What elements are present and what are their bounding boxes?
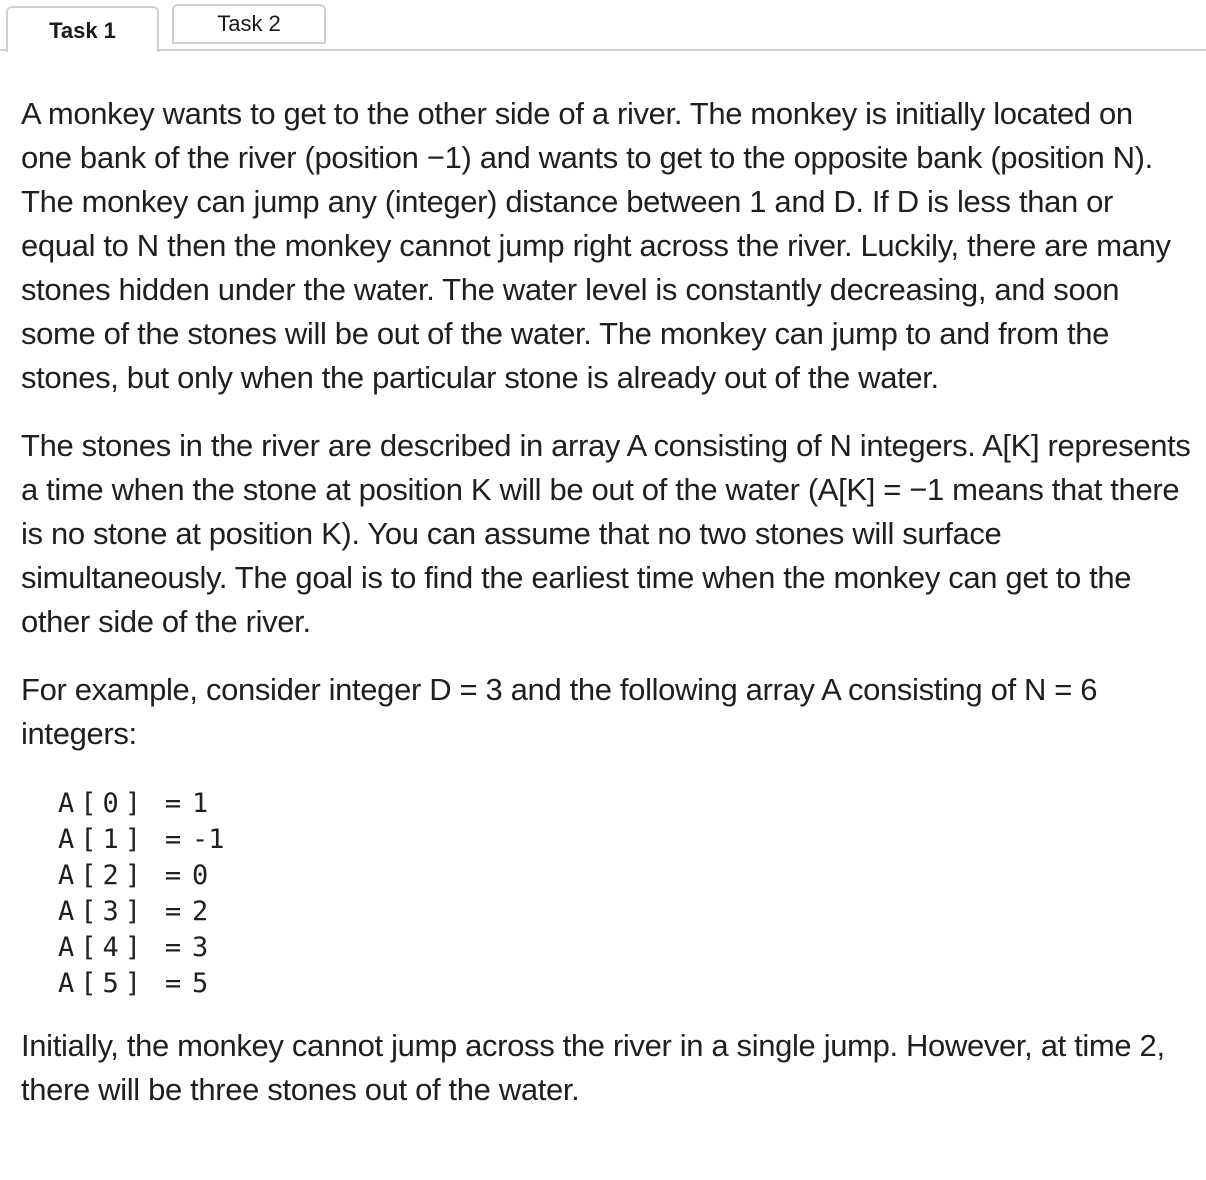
tab-task-1[interactable]: Task 1 <box>6 6 159 52</box>
code-value: -1 <box>192 824 225 855</box>
task-description <box>21 92 1191 1112</box>
tab-bar <box>0 0 1206 52</box>
code-equals: = <box>164 860 182 891</box>
example-array-code <box>58 786 1191 1002</box>
code-equals: = <box>164 788 182 819</box>
problem-paragraph-stones: The stones in the river are described in array A consisting of N integers. A[K] represents a time when the stone at position K will be out of the water (A[K] = −1 means that there is no stone at position K). You can assume that no two stones will surface simultaneously. The goal is to find the earliest time when the monkey can get to the other side of the river. <box>21 428 1191 639</box>
code-value: 5 <box>192 968 209 999</box>
code-array-element: A[1] <box>58 824 148 855</box>
problem-paragraph-intro: A monkey wants to get to the other side of a river. The monkey is initially located on one bank of the river (position −1) and wants to get to the opposite bank (position N). The monkey can jump any (integer) distance between 1 and D. If D is less than or equal to N then the monkey cannot jump right across the river. Luckily, there are many stones hidden under the water. The water level is constantly decreasing, and soon some of the stones will be out of the water. The monkey can jump to and from the stones, but only when the particular stone is already out of the water. <box>21 96 1171 395</box>
code-value: 1 <box>192 788 209 819</box>
code-array-element: A[5] <box>58 968 148 999</box>
code-line <box>58 858 1191 894</box>
code-line <box>58 966 1191 1002</box>
code-line <box>58 930 1191 966</box>
code-equals: = <box>164 932 182 963</box>
code-line <box>58 822 1191 858</box>
code-array-element: A[4] <box>58 932 148 963</box>
code-value: 2 <box>192 896 209 927</box>
code-array-element: A[2] <box>58 860 148 891</box>
tab-task-2[interactable]: Task 2 <box>172 4 326 44</box>
tab-bar-divider <box>0 49 1206 51</box>
code-line <box>58 894 1191 930</box>
code-value: 0 <box>192 860 209 891</box>
code-equals: = <box>164 896 182 927</box>
problem-paragraph-explanation: Initially, the monkey cannot jump across the river in a single jump. However, at time 2, there will be three stones out of the water. <box>21 1028 1165 1107</box>
code-line <box>58 786 1191 822</box>
problem-paragraph-example: For example, consider integer D = 3 and the following array A consisting of N = 6 integers: <box>21 672 1098 751</box>
code-equals: = <box>164 968 182 999</box>
code-array-element: A[0] <box>58 788 148 819</box>
code-value: 3 <box>192 932 209 963</box>
code-array-element: A[3] <box>58 896 148 927</box>
code-equals: = <box>164 824 182 855</box>
